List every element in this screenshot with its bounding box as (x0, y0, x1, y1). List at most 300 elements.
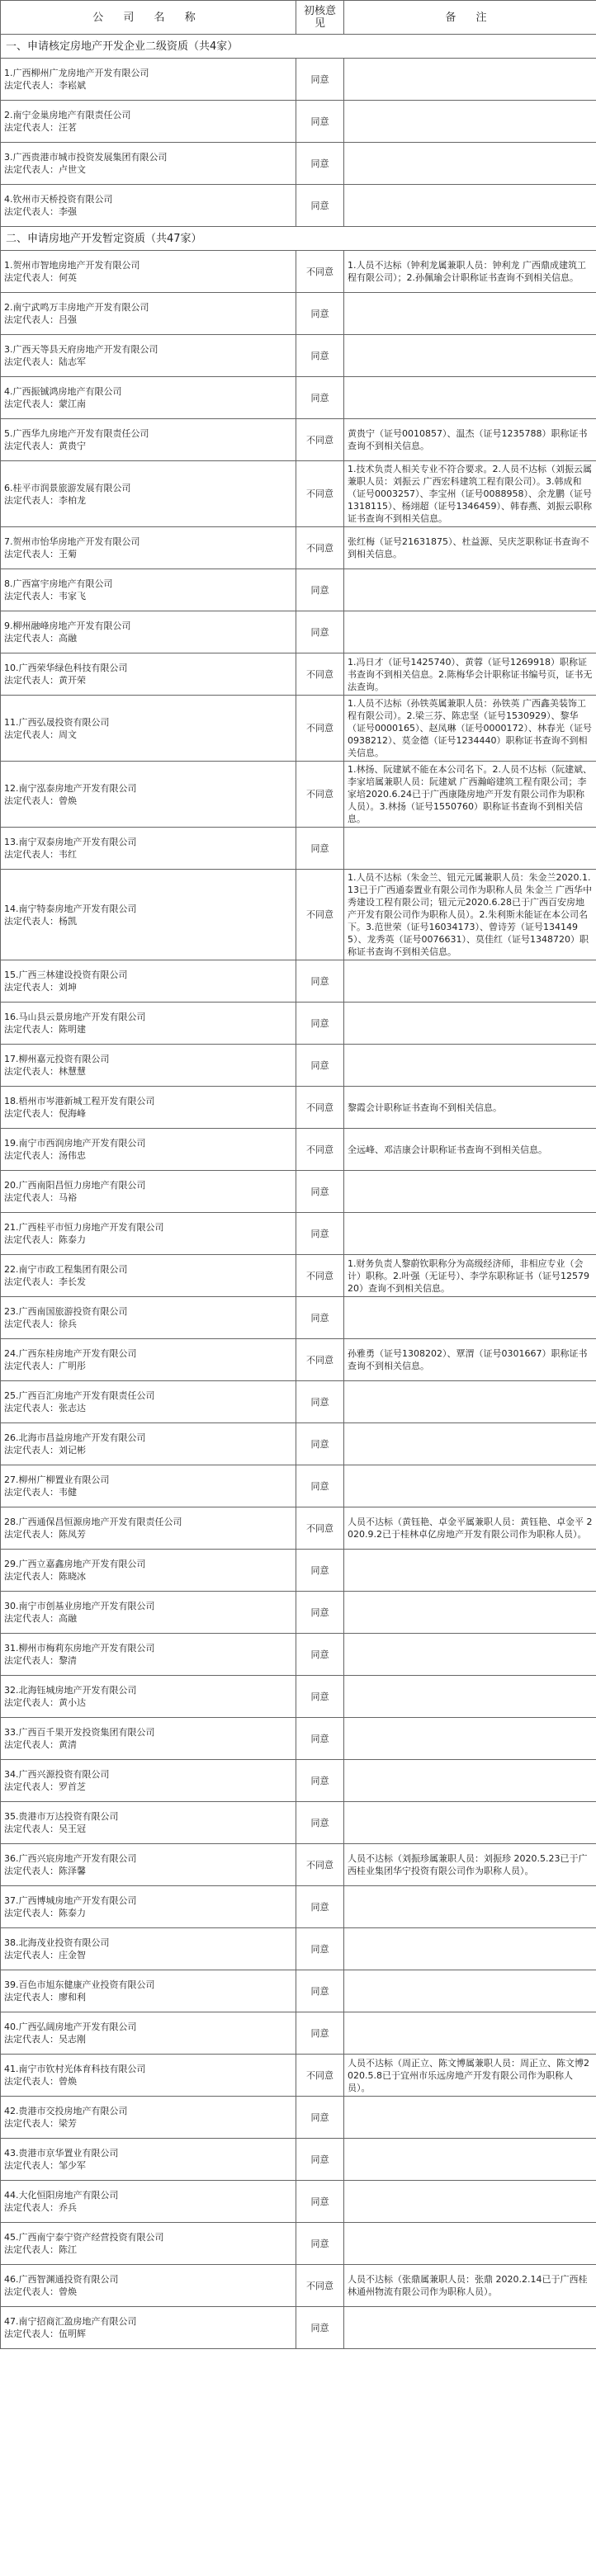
initial-opinion: 不同意 (296, 1844, 344, 1886)
remarks: 1.财务负责人黎蔚钦职称分为高级经济师，非相应专业（会计）职称。2.叶强（无证号）、李学东职称证书（证号1257920）查询不到相关信息。 (344, 1255, 596, 1297)
remarks (344, 1003, 596, 1045)
table-row (1, 1592, 596, 1634)
company-name: 23.广西南国旅游投资有限公司 (4, 1306, 128, 1317)
company-name: 27.柳州广柳置业有限公司 (4, 1474, 110, 1485)
company-name: 10.广西荣华绿色科技有限公司 (4, 663, 128, 673)
table-row (1, 611, 596, 653)
table-row (1, 2139, 596, 2181)
company-cell (1, 1928, 296, 1970)
legal-representative: 法定代表人：罗首芝 (4, 1781, 86, 1792)
remarks (344, 59, 596, 101)
legal-representative: 法定代表人：陈泰力 (4, 1234, 86, 1245)
company-cell (1, 2265, 296, 2307)
remarks: 黄贵宁（证号0010857）、温杰（证号1235788）职称证书查询不到相关信息。 (344, 419, 596, 461)
company-name: 9.柳州融峰房地产开发有限公司 (4, 620, 131, 631)
remarks (344, 1213, 596, 1255)
table-row (1, 1802, 596, 1844)
legal-representative: 法定代表人：倪海峰 (4, 1108, 86, 1119)
company-name: 38.北海茂业投资有限公司 (4, 1937, 110, 1948)
table-row (1, 1171, 596, 1213)
table-row (1, 1003, 596, 1045)
company-cell (1, 2055, 296, 2097)
legal-representative: 法定代表人：广明彤 (4, 1361, 86, 1371)
legal-representative: 法定代表人：高融 (4, 1613, 77, 1624)
company-cell (1, 101, 296, 143)
initial-opinion: 不同意 (296, 461, 344, 527)
company-cell (1, 569, 296, 611)
remarks (344, 2139, 596, 2181)
company-name: 37.广西博城房地产开发有限公司 (4, 1895, 137, 1906)
table-row (1, 1634, 596, 1676)
remarks (344, 1423, 596, 1465)
initial-opinion: 同意 (296, 1592, 344, 1634)
company-name: 21.广西桂平市恒力房地产开发有限公司 (4, 1222, 164, 1233)
legal-representative: 法定代表人：黄贵宁 (4, 441, 86, 451)
table-row (1, 870, 596, 960)
company-name: 2.南宁武鸣万丰房地产开发有限公司 (4, 302, 149, 313)
company-cell (1, 1507, 296, 1550)
legal-representative: 法定代表人：蒙江南 (4, 399, 86, 409)
company-name: 34.广西兴源投资有限公司 (4, 1769, 110, 1780)
table-row (1, 2055, 596, 2097)
initial-opinion: 同意 (296, 377, 344, 419)
remarks (344, 1634, 596, 1676)
table-row (1, 1045, 596, 1087)
table-row (1, 1507, 596, 1550)
table-row (1, 335, 596, 377)
remarks (344, 960, 596, 1003)
initial-opinion: 同意 (296, 59, 344, 101)
company-cell (1, 1381, 296, 1423)
company-cell (1, 762, 296, 828)
legal-representative: 法定代表人：陈泰力 (4, 1908, 86, 1918)
remarks (344, 1760, 596, 1802)
company-name: 35.贵港市万达投资有限公司 (4, 1811, 119, 1822)
company-name: 18.梧州市岑港新城工程开发有限公司 (4, 1096, 155, 1106)
legal-representative: 法定代表人：徐兵 (4, 1319, 77, 1329)
remarks: 张红梅（证号21631875）、杜益源、吴庆芝职称证书查询不到相关信息。 (344, 527, 596, 569)
company-cell (1, 2097, 296, 2139)
remarks (344, 2012, 596, 2055)
table-row (1, 2012, 596, 2055)
table-row (1, 828, 596, 870)
company-cell (1, 611, 296, 653)
section-title: 一、申请核定房地产开发企业二级资质（共4家） (1, 35, 596, 59)
company-cell (1, 59, 296, 101)
table-row (1, 1844, 596, 1886)
company-name: 1.广西柳州广龙房地产开发有限公司 (4, 68, 149, 78)
legal-representative: 法定代表人：陈凤芳 (4, 1529, 86, 1540)
remarks: 人员不达标（周正立、陈文博属兼职人员：周正立、陈文博2020.5.8已于宜州市乐远房地产开发有限公司作为职称人员）。 (344, 2055, 596, 2097)
company-cell (1, 1465, 296, 1507)
initial-opinion: 同意 (296, 1634, 344, 1676)
legal-representative: 法定代表人：汪茗 (4, 122, 77, 133)
company-cell (1, 1718, 296, 1760)
company-name: 30.南宁市创基业房地产开发有限公司 (4, 1601, 155, 1611)
legal-representative: 法定代表人：韦家飞 (4, 591, 86, 602)
remarks (344, 828, 596, 870)
company-name: 11.广西弘晟投资有限公司 (4, 716, 110, 728)
legal-representative: 法定代表人：陈泽馨 (4, 1866, 86, 1876)
initial-opinion: 同意 (296, 2181, 344, 2223)
remarks: 1.技术负责人相关专业不符合要求。2.人员不达标（刘振云属兼职人员：刘振云 广西宏科建筑工程有限公司）。3.韩成和（证号0003257）、李宝州（证号0088958）、余龙鹏（证号1318115）、杨翊超（证号1346459）、韩春燕、刘振云职称证书查询不到相关信息。 (344, 461, 596, 527)
legal-representative: 法定代表人：吕强 (4, 314, 77, 325)
company-name: 46.广西智渊通投资有限公司 (4, 2274, 119, 2285)
initial-opinion: 同意 (296, 2012, 344, 2055)
table-row (1, 960, 596, 1003)
remarks (344, 185, 596, 227)
remarks (344, 1718, 596, 1760)
remarks: 1.人员不达标（钟利龙属兼职人员：钟利龙 广西鼎成建筑工程有限公司）；2.孙佩瑜会计职称证书查询不到相关信息。 (344, 251, 596, 293)
initial-opinion: 同意 (296, 1171, 344, 1213)
table-row (1, 2097, 596, 2139)
remarks (344, 1886, 596, 1928)
header-initial-opinion: 初核意见 (296, 1, 344, 35)
company-cell (1, 185, 296, 227)
legal-representative: 法定代表人：曾焕 (4, 2076, 77, 2087)
legal-representative: 法定代表人：乔兵 (4, 2202, 77, 2213)
initial-opinion: 同意 (296, 569, 344, 611)
initial-opinion: 同意 (296, 1676, 344, 1718)
company-name: 17.柳州嘉元投资有限公司 (4, 1054, 110, 1064)
initial-opinion: 不同意 (296, 1087, 344, 1129)
initial-opinion: 同意 (296, 960, 344, 1003)
remarks: 人员不达标（黄钰艳、卓金平属兼职人员：黄钰艳、卓金平 2020.9.2已于桂林卓亿房地产开发有限公司作为职称人员）。 (344, 1507, 596, 1550)
company-cell (1, 1339, 296, 1381)
legal-representative: 法定代表人：庄金智 (4, 1950, 86, 1960)
remarks (344, 1970, 596, 2012)
initial-opinion: 同意 (296, 1297, 344, 1339)
table-row (1, 461, 596, 527)
table-row (1, 1465, 596, 1507)
remarks: 人员不达标（张鼎属兼职人员：张鼎 2020.2.14已于广西桂林通州物流有限公司作为职称人员）。 (344, 2265, 596, 2307)
initial-opinion: 不同意 (296, 1129, 344, 1171)
initial-opinion: 同意 (296, 1003, 344, 1045)
company-cell (1, 2181, 296, 2223)
initial-opinion: 同意 (296, 1045, 344, 1087)
company-cell (1, 1171, 296, 1213)
company-name: 39.百色市旭东健康产业投资有限公司 (4, 1979, 155, 1990)
remarks (344, 335, 596, 377)
table-row (1, 1213, 596, 1255)
legal-representative: 法定代表人：杨凯 (4, 915, 77, 927)
legal-representative: 法定代表人：高融 (4, 633, 77, 644)
company-cell (1, 2139, 296, 2181)
company-cell (1, 1760, 296, 1802)
initial-opinion: 同意 (296, 1802, 344, 1844)
company-name: 44.大化恒阳房地产有限公司 (4, 2190, 119, 2201)
remarks (344, 293, 596, 335)
section-title: 二、申请房地产开发暂定资质（共47家） (1, 227, 596, 251)
legal-representative: 法定代表人：李崧斌 (4, 80, 86, 91)
company-name: 25.广西百汇房地产开发有限责任公司 (4, 1390, 155, 1401)
company-cell (1, 2012, 296, 2055)
initial-opinion: 不同意 (296, 1339, 344, 1381)
table-body (1, 35, 596, 2349)
remarks (344, 1802, 596, 1844)
company-name: 3.广西贵港市城市投资发展集团有限公司 (4, 152, 168, 163)
legal-representative: 法定代表人：刘坤 (4, 982, 77, 993)
initial-opinion: 不同意 (296, 1507, 344, 1550)
company-cell (1, 696, 296, 762)
company-cell (1, 1003, 296, 1045)
company-name: 41.南宁市钦村光体育科技有限公司 (4, 2064, 146, 2074)
remarks: 1.人员不达标（朱金兰、钮元元属兼职人员：朱金兰2020.1.13已于广西通泰置业有限公司作为职称人员 朱金兰 广西华中秀建设工程有限公司；钮元元2020.6.28已于广西百安房地产开发有限公司作为职称人员）。2.朱利斯未能证在本公司名下。3.范世荣（证号16034173）、曾诗芳（证号1341495）、龙秀英（证号0076631）、莫佳红（证号1348720）职称证书查询不到相关信息。 (344, 870, 596, 960)
company-name: 33.广西百千果开发投资集团有限公司 (4, 1727, 155, 1738)
table-row (1, 1087, 596, 1129)
remarks (344, 1928, 596, 1970)
company-cell (1, 1634, 296, 1676)
legal-representative: 法定代表人：周文 (4, 729, 77, 740)
remarks: 黎霞会计职称证书查询不到相关信息。 (344, 1087, 596, 1129)
initial-opinion: 同意 (296, 1423, 344, 1465)
company-cell (1, 653, 296, 696)
table-row (1, 762, 596, 828)
company-name: 6.桂平市润景旅游发展有限公司 (4, 482, 131, 493)
company-name: 5.广西华九房地产开发有限责任公司 (4, 428, 149, 439)
remarks (344, 1592, 596, 1634)
legal-representative: 法定代表人：陈江 (4, 2244, 77, 2255)
initial-opinion: 同意 (296, 2307, 344, 2349)
legal-representative: 法定代表人：马裕 (4, 1192, 77, 1203)
table-row (1, 527, 596, 569)
table-row (1, 185, 596, 227)
table-row (1, 2223, 596, 2265)
remarks (344, 1550, 596, 1592)
legal-representative: 法定代表人：黄开荣 (4, 675, 86, 686)
initial-opinion: 同意 (296, 335, 344, 377)
company-name: 8.广西富宇房地产有限公司 (4, 578, 113, 589)
legal-representative: 法定代表人：伍明辉 (4, 2328, 86, 2339)
legal-representative: 法定代表人：廖和利 (4, 1992, 86, 2003)
table-row (1, 1423, 596, 1465)
table-row (1, 653, 596, 696)
company-name: 36.广西兴宸房地产开发有限公司 (4, 1853, 137, 1864)
table-row (1, 377, 596, 419)
table-row (1, 2307, 596, 2349)
company-cell (1, 1297, 296, 1339)
company-cell (1, 960, 296, 1003)
company-cell (1, 1213, 296, 1255)
initial-opinion: 不同意 (296, 870, 344, 960)
legal-representative: 法定代表人：李柏龙 (4, 494, 86, 506)
company-name: 14.南宁特泰房地产开发有限公司 (4, 903, 137, 914)
company-cell (1, 419, 296, 461)
initial-opinion: 同意 (296, 143, 344, 185)
company-name: 16.马山县云景房地产开发有限公司 (4, 1012, 146, 1022)
company-name: 15.广西三林建设投资有限公司 (4, 970, 128, 980)
remarks (344, 2307, 596, 2349)
remarks (344, 1171, 596, 1213)
remarks (344, 1381, 596, 1423)
table-row (1, 1550, 596, 1592)
company-cell (1, 1087, 296, 1129)
company-name: 43.贵港市京华置业有限公司 (4, 2148, 119, 2158)
company-name: 42.贵港市交投房地产有限公司 (4, 2106, 128, 2116)
company-name: 28.广西通保昌恒源房地产开发有限责任公司 (4, 1517, 182, 1527)
remarks (344, 377, 596, 419)
legal-representative: 法定代表人：吴王冠 (4, 1823, 86, 1834)
company-cell (1, 2307, 296, 2349)
table-row (1, 1886, 596, 1928)
legal-representative: 法定代表人：韦健 (4, 1487, 77, 1498)
company-cell (1, 2223, 296, 2265)
initial-opinion: 不同意 (296, 762, 344, 828)
company-name: 40.广西弘阔房地产开发有限公司 (4, 2022, 137, 2032)
company-cell (1, 377, 296, 419)
remarks (344, 2097, 596, 2139)
company-name: 4.广西振铖鸿房地产有限公司 (4, 386, 122, 397)
legal-representative: 法定代表人：吴志刚 (4, 2034, 86, 2045)
company-name: 19.南宁市西润房地产开发有限公司 (4, 1138, 146, 1149)
table-row (1, 1760, 596, 1802)
remarks (344, 1297, 596, 1339)
initial-opinion: 同意 (296, 1718, 344, 1760)
company-cell (1, 1592, 296, 1634)
initial-opinion: 不同意 (296, 251, 344, 293)
company-name: 2.南宁金巢房地产有限责任公司 (4, 110, 131, 120)
initial-opinion: 同意 (296, 185, 344, 227)
company-cell (1, 1045, 296, 1087)
company-cell (1, 1844, 296, 1886)
initial-opinion: 不同意 (296, 1255, 344, 1297)
legal-representative: 法定代表人：汤伟忠 (4, 1150, 86, 1161)
initial-opinion: 同意 (296, 1928, 344, 1970)
table-row (1, 1297, 596, 1339)
initial-opinion: 同意 (296, 1760, 344, 1802)
legal-representative: 法定代表人：林慧慧 (4, 1066, 86, 1077)
legal-representative: 法定代表人：陈明建 (4, 1024, 86, 1035)
table-header (1, 1, 596, 35)
company-name: 7.贺州市怡华房地产开发有限公司 (4, 536, 140, 547)
table-row (1, 1676, 596, 1718)
initial-opinion: 同意 (296, 1465, 344, 1507)
legal-representative: 法定代表人：陈晓冰 (4, 1571, 86, 1582)
table-row (1, 1129, 596, 1171)
company-name: 24.广西东桂房地产开发有限公司 (4, 1348, 137, 1359)
remarks (344, 2181, 596, 2223)
legal-representative: 法定代表人：邹少军 (4, 2160, 86, 2171)
company-cell (1, 461, 296, 527)
table-row (1, 1339, 596, 1381)
initial-opinion: 不同意 (296, 2265, 344, 2307)
legal-representative: 法定代表人：张志达 (4, 1403, 86, 1413)
company-cell (1, 1255, 296, 1297)
remarks (344, 2223, 596, 2265)
legal-representative: 法定代表人：黎清 (4, 1655, 77, 1666)
table-row (1, 101, 596, 143)
initial-opinion: 同意 (296, 611, 344, 653)
initial-opinion: 同意 (296, 101, 344, 143)
initial-opinion: 不同意 (296, 419, 344, 461)
company-name: 32.北海钰城房地产开发有限公司 (4, 1685, 137, 1696)
initial-opinion: 不同意 (296, 696, 344, 762)
company-cell (1, 1676, 296, 1718)
company-cell (1, 251, 296, 293)
remarks: 人员不达标（刘振珍属兼职人员：刘振珍 2020.5.23已于广西桂业集团华宁投资有限公司作为职称人员）。 (344, 1844, 596, 1886)
legal-representative: 法定代表人：曾焕 (4, 2286, 77, 2297)
remarks: 1.人员不达标（孙铁英属兼职人员：孙铁英 广西鑫美装饰工程有限公司）。2.梁三芬、陈忠坚（证号1530929）、黎华（证号0000165）、赵凤琳（证号0000172）、林春光（证号0938212）、莫金德（证号1234440）职称证书查询不到相关信息。 (344, 696, 596, 762)
legal-representative: 法定代表人：韦红 (4, 849, 77, 860)
company-cell (1, 143, 296, 185)
company-name: 13.南宁双泰房地产开发有限公司 (4, 837, 137, 847)
company-cell (1, 870, 296, 960)
company-cell (1, 1802, 296, 1844)
remarks: 全远峰、邓洁康会计职称证书查询不到相关信息。 (344, 1129, 596, 1171)
legal-representative: 法定代表人：梁芳 (4, 2118, 77, 2129)
initial-opinion: 同意 (296, 293, 344, 335)
remarks (344, 101, 596, 143)
remarks: 1.林扬、阮建斌不能在本公司名下。2.人员不达标（阮建斌、李家培属兼职人员：阮建斌 广西瀚峪建筑工程有限公司；李家培2020.6.24已于广西康隆房地产开发有限公司作为职称人员）。3.林扬（证号1550760）职称证书查询不到相关信息。 (344, 762, 596, 828)
initial-opinion: 同意 (296, 2223, 344, 2265)
table-row (1, 1928, 596, 1970)
table-row (1, 2265, 596, 2307)
company-name: 3.广西天等县天府房地产开发有限公司 (4, 344, 158, 355)
company-name: 45.广西南宁泰宁资产经营投资有限公司 (4, 2232, 164, 2243)
legal-representative: 法定代表人：曾焕 (4, 795, 77, 806)
table-row (1, 293, 596, 335)
table-row (1, 419, 596, 461)
section-header (1, 227, 596, 251)
company-name: 26.北海市昌益房地产开发有限公司 (4, 1432, 146, 1443)
table-row (1, 1718, 596, 1760)
remarks (344, 611, 596, 653)
section-header (1, 35, 596, 59)
initial-opinion: 同意 (296, 2097, 344, 2139)
table-row (1, 1970, 596, 2012)
company-name: 31.柳州市梅莉东房地产开发有限公司 (4, 1643, 155, 1654)
remarks (344, 1045, 596, 1087)
legal-representative: 法定代表人：黄小达 (4, 1697, 86, 1708)
remarks: 孙雅勇（证号1308202）、覃渭（证号0301667）职称证书查询不到相关信息。 (344, 1339, 596, 1381)
initial-opinion: 同意 (296, 1970, 344, 2012)
table-row (1, 569, 596, 611)
company-name: 20.广西南阳昌恒力房地产有限公司 (4, 1180, 146, 1191)
remarks (344, 1465, 596, 1507)
company-name: 12.南宁泓泰房地产开发有限公司 (4, 782, 137, 794)
table-row (1, 251, 596, 293)
company-cell (1, 1423, 296, 1465)
company-cell (1, 1129, 296, 1171)
company-name: 4.钦州市天桥投资有限公司 (4, 194, 113, 205)
company-cell (1, 828, 296, 870)
legal-representative: 法定代表人：陆志军 (4, 356, 86, 367)
company-cell (1, 293, 296, 335)
legal-representative: 法定代表人：李长发 (4, 1276, 86, 1287)
initial-opinion: 同意 (296, 2139, 344, 2181)
legal-representative: 法定代表人：黄清 (4, 1739, 77, 1750)
legal-representative: 法定代表人：王菊 (4, 549, 77, 559)
remarks: 1.冯日才（证号1425740）、黄蓉（证号1269918）职称证书查询不到相关信息。2.陈梅华会计职称证书编号页，证书无法查询。 (344, 653, 596, 696)
legal-representative: 法定代表人：卢世文 (4, 164, 86, 175)
initial-opinion: 同意 (296, 1213, 344, 1255)
table-row (1, 59, 596, 101)
initial-opinion: 同意 (296, 1381, 344, 1423)
initial-opinion: 同意 (296, 1886, 344, 1928)
remarks (344, 569, 596, 611)
company-name: 22.南宁市政工程集团有限公司 (4, 1264, 128, 1275)
table-row (1, 1381, 596, 1423)
legal-representative: 法定代表人：何英 (4, 272, 77, 283)
initial-opinion: 同意 (296, 828, 344, 870)
table-row (1, 1255, 596, 1297)
remarks (344, 1676, 596, 1718)
company-name: 47.南宁招商汇盈房地产有限公司 (4, 2316, 137, 2327)
initial-opinion: 同意 (296, 1550, 344, 1592)
initial-opinion: 不同意 (296, 527, 344, 569)
company-cell (1, 335, 296, 377)
company-name: 29.广西立嘉鑫房地产开发有限公司 (4, 1559, 146, 1569)
